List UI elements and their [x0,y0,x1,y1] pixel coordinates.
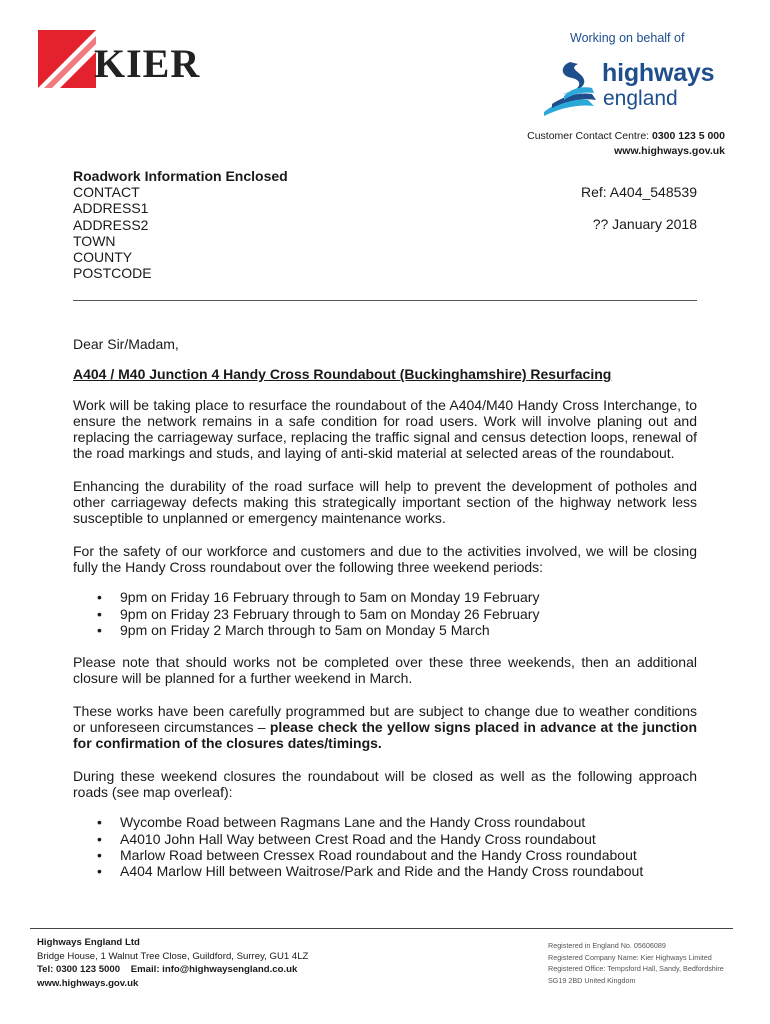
list-item: • Wycombe Road between Ragmans Lane and the Handy Cross roundabout [97,814,697,830]
kier-wordmark: KIER [94,41,201,86]
registration-line: SG19 2BD United Kingdom [548,975,636,985]
list-item: • A404 Marlow Hill between Waitrose/Park and Ride and the Handy Cross roundabout [97,863,697,879]
paragraph [73,703,697,752]
footer-email[interactable]: Email: info@highwaysengland.co.uk [130,964,298,976]
address-line: COUNTY [73,249,133,266]
paragraph: For the safety of our workforce and customers and due to the activities involved, we will be closing fully the Handy Cross roundabout over the following three weekend periods: [73,542,697,575]
highways-wordmark: highways [602,59,715,87]
address-line: CONTACT [73,184,140,201]
recipient-title: Roadwork Information Enclosed [73,168,288,184]
footer-tel: Tel: 0300 123 5000 [37,964,121,976]
registration-line: Registered in England No. 05606089 [548,941,666,950]
salutation: Dear Sir/Madam, [73,336,179,352]
letter-date: ?? January 2018 [592,216,697,232]
list-item: • Marlow Road between Cressex Road roundabout and the Handy Cross roundabout [97,847,697,863]
letter-heading: A404 / M40 Junction 4 Handy Cross Roundabout (Buckinghamshire) Resurfacing [73,366,612,383]
closure-list [97,589,697,638]
footer-company: Highways England Ltd [37,937,140,948]
england-wordmark: england [603,87,678,110]
list-item: • A4010 John Hall Way between Crest Road and the Handy Cross roundabout [97,831,697,847]
footer-registration [548,940,724,986]
contact-website-link[interactable]: www.highways.gov.uk [614,145,725,157]
footer-website-link[interactable]: www.highways.gov.uk [37,977,139,989]
list-item: • 9pm on Friday 23 February through to 5am on Monday 26 February [97,606,697,622]
paragraph-text: These works have been carefully programmed but are subject to change due to weather conditions or unforeseen circumstances – [73,702,697,736]
address-line: ADDRESS1 [73,200,149,217]
paragraph-emphasis: please check the yellow signs placed in advance at the junction for confirmation of the closures dates/timings. [73,719,697,752]
footer-divider [30,928,733,929]
paragraph: During these weekend closures the roundabout will be closed as well as the following approach roads (see map overleaf): [73,767,697,800]
contact-centre-phone: 0300 123 5 000 [652,130,725,142]
registration-line: Registered Office: Tempsford Hall, Sandy, Bedfordshire [548,964,724,974]
footer-contact [37,936,308,990]
paragraph: Please note that should works not be completed over these three weekends, then an additional closure will be planned for a further weekend in March. [73,654,697,687]
footer-address: Bridge House, 1 Walnut Tree Close, Guildford, Surrey, GU1 4LZ [37,950,309,962]
address-line: ADDRESS2 [73,216,149,233]
contact-centre-label: Customer Contact Centre: [527,130,652,142]
reference-number: Ref: A404_548539 [581,184,697,200]
behalf-text: Working on behalf of [570,31,685,45]
recipient-address [73,168,288,281]
letter-body [73,336,697,879]
paragraph: Work will be taking place to resurface the roundabout of the A404/M40 Handy Cross Interchange, to ensure the network remains in a safe condition for road users. Work will involve planing out and replacing the carriageway surface, replacing the traffic signal and census detection loops, renewal of the road markings and studs, and laying of anti-skid material at selected areas of the roundabout. [73,396,697,462]
registration-line: Registered Company Name: Kier Highways Limited [548,952,712,962]
address-line: TOWN [73,232,116,249]
list-item: • 9pm on Friday 16 February through to 5am on Monday 19 February [97,589,697,605]
list-item: • 9pm on Friday 2 March through to 5am on Monday 5 March [97,622,697,638]
contact-block [527,129,725,159]
paragraph: Enhancing the durability of the road surface will help to prevent the development of potholes and other carriageway defects making this strategically important section of the highway network less susceptible to unplanned or emergency maintenance works. [73,477,697,527]
road-list [97,814,697,879]
header-divider [73,300,697,301]
address-line: POSTCODE [73,265,152,282]
